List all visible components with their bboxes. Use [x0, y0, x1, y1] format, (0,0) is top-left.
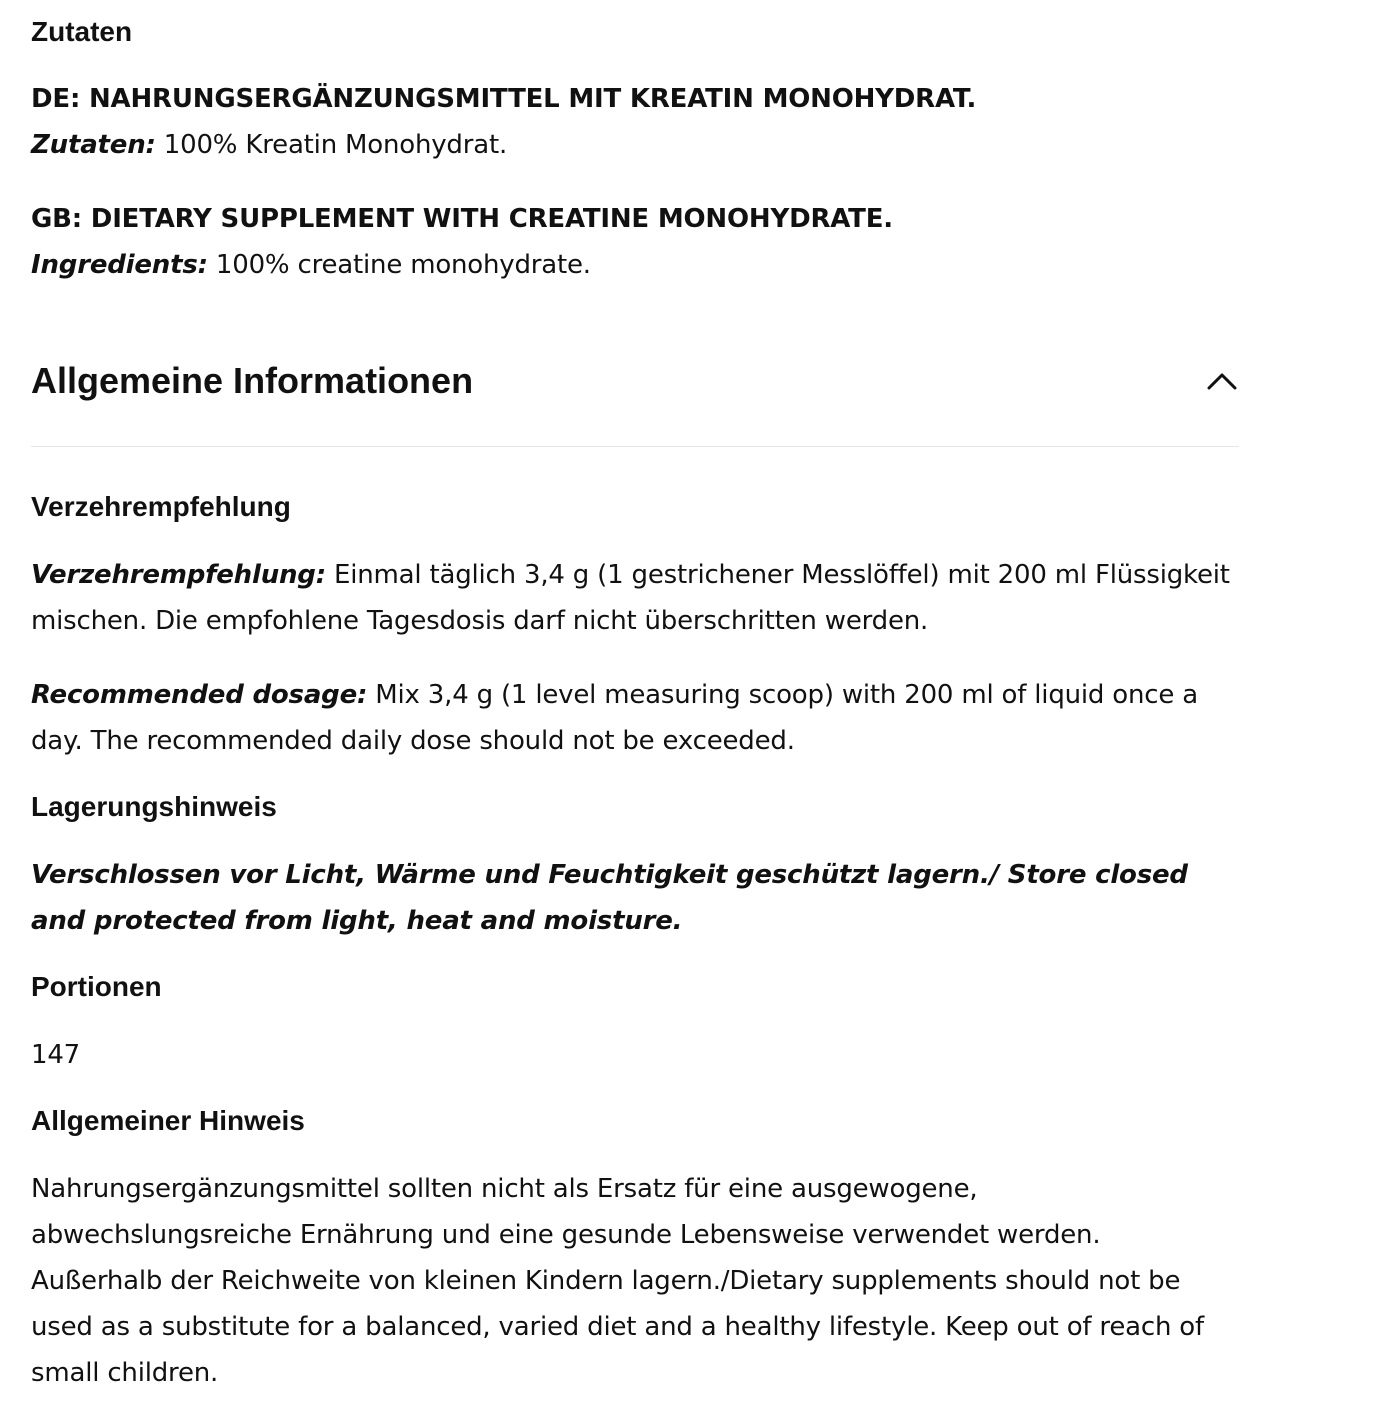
- ingredients-gb-block: [31, 196, 1239, 288]
- recommended-dosage-gb: [31, 672, 1239, 764]
- ingredients-de-title: DE: NAHRUNGSERGÄNZUNGSMITTEL MIT KREATIN MONOHYDRAT.: [31, 84, 977, 114]
- zutaten-heading: Zutaten: [31, 16, 133, 47]
- accordion-title: Allgemeine Informationen: [31, 360, 474, 401]
- verzehrempfehlung-de-text: Einmal täglich 3,4 g (1 gestrichener Messlöffel) mit 200 ml Flüssigkeit mischen. Die empfohlene Tagesdosis darf nicht überschritten werden.: [31, 560, 1230, 636]
- recommended-dosage-text: Mix 3,4 g (1 level measuring scoop) with 200 ml of liquid once a day. The recommended daily dose should not be exceeded.: [31, 680, 1198, 756]
- ingredients-gb-text: 100% creatine monohydrate.: [207, 250, 591, 280]
- recommended-dosage-label: Recommended dosage:: [31, 680, 368, 710]
- lagerungshinweis-text: Verschlossen vor Licht, Wärme und Feuchtigkeit geschützt lagern./ Store closed and protected from light, heat and moisture.: [31, 860, 1188, 936]
- ingredients-gb-label: Ingredients:: [31, 250, 208, 280]
- verzehrempfehlung-de: [31, 552, 1239, 644]
- ingredients-de-text: 100% Kreatin Monohydrat.: [155, 130, 508, 160]
- chevron-up-icon[interactable]: [1205, 364, 1239, 398]
- portionen-heading: Portionen: [31, 971, 162, 1002]
- ingredients-de-line: [31, 122, 1239, 168]
- chevron-up-icon-svg: [1207, 372, 1237, 390]
- ingredients-gb-title: GB: DIETARY SUPPLEMENT WITH CREATINE MONOHYDRATE.: [31, 204, 893, 234]
- ingredients-gb-line: [31, 242, 1239, 288]
- section-divider: [31, 446, 1239, 447]
- portionen-value: 147: [31, 1040, 81, 1070]
- lagerungshinweis-heading: Lagerungshinweis: [31, 791, 277, 822]
- ingredients-de-label: Zutaten:: [31, 130, 156, 160]
- allgemeiner-hinweis-text: Nahrungsergänzungsmittel sollten nicht als Ersatz für eine ausgewogene, abwechslungsreiche Ernährung und eine gesunde Lebensweise verwendet werden. Außerhalb der Reichweite von kleinen Kindern lagern./Dietary supplements should not be used as a substitute for a balanced, varied diet and a healthy lifestyle. Keep out of reach of small children.: [31, 1174, 1204, 1388]
- allgemeiner-hinweis-heading: Allgemeiner Hinweis: [31, 1105, 305, 1136]
- verzehrempfehlung-de-label: Verzehrempfehlung:: [31, 560, 326, 590]
- ingredients-de-block: [31, 76, 1239, 168]
- accordion-toggle-allgemeine-informationen[interactable]: [31, 350, 1239, 412]
- verzehrempfehlung-heading: Verzehrempfehlung: [31, 491, 291, 522]
